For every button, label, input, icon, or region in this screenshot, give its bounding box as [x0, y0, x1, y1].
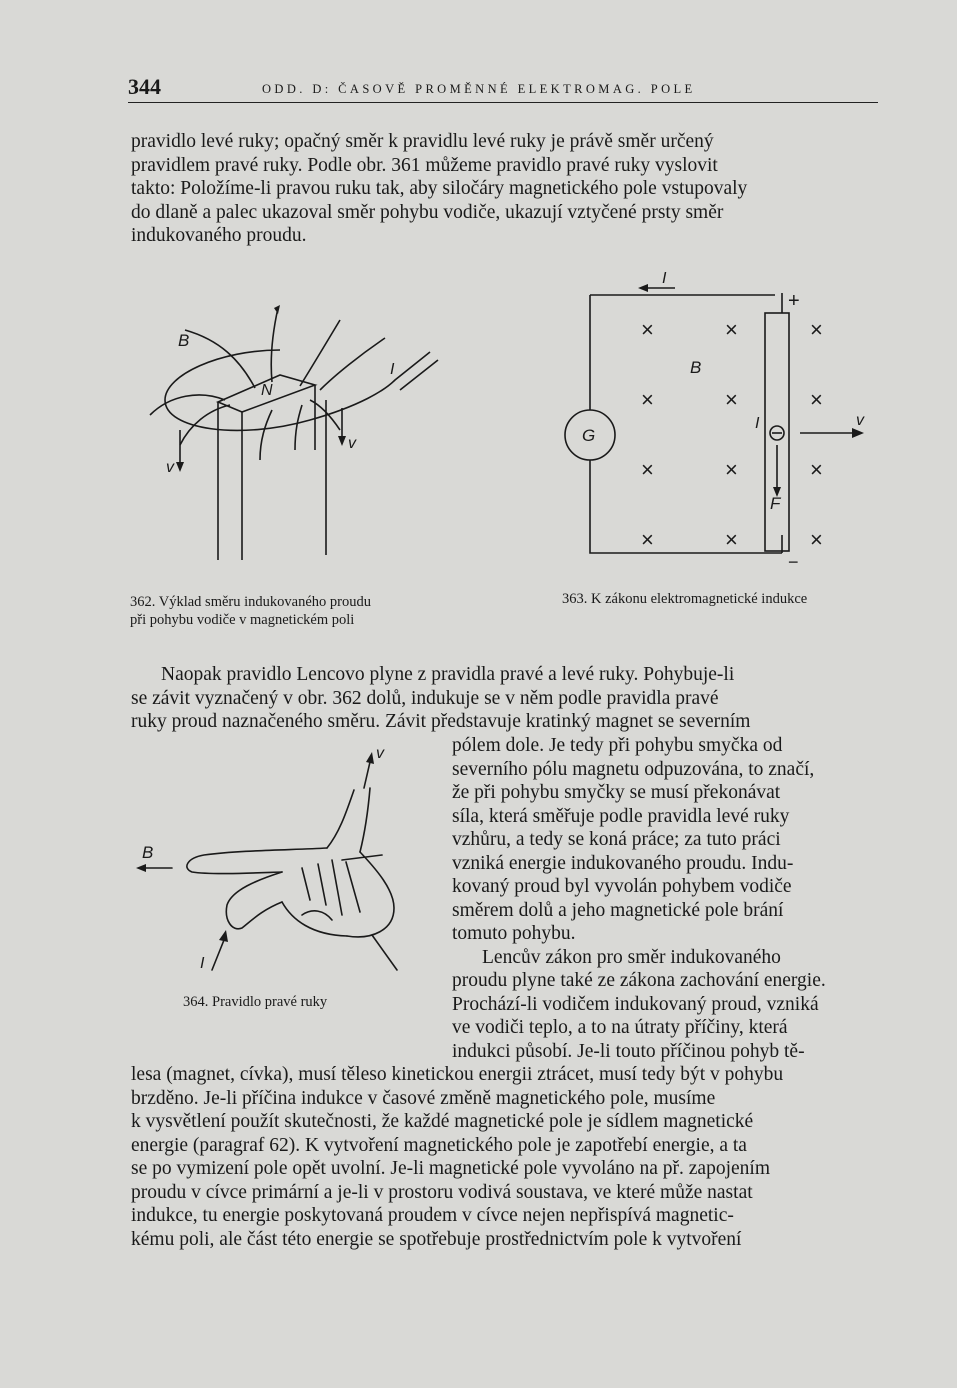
bottom-paragraph: [131, 1063, 881, 1251]
label-n: N: [261, 382, 273, 399]
label-i-mid: I: [755, 415, 760, 432]
text-line: vzhůru, a tedy se koná práce; za tuto práci: [452, 829, 781, 850]
label-v: v: [856, 412, 864, 429]
label-v-right: v: [348, 435, 356, 452]
figure-363-caption: 363. K zákonu elektromagnetické indukce: [562, 591, 808, 607]
text-line: kému poli, ale část této energie se spotřebuje prostřednictvím pole k vytvoření: [131, 1228, 742, 1250]
cross: ×: [810, 527, 823, 552]
cross: ×: [725, 387, 738, 412]
page-header: [128, 72, 878, 103]
figure-362-caption: [130, 593, 371, 629]
lenz-paragraph: [131, 663, 881, 734]
text-line: takto: Položíme-li pravou ruku tak, aby siločáry magnetického pole vstupovaly: [131, 178, 748, 199]
label-b: B: [178, 331, 190, 350]
text-line: proudu v cívce primární a je-li v prostoru vodivá soustava, ve které může nastat: [131, 1181, 753, 1203]
label-v: v: [376, 745, 384, 762]
text-line: ve vodiči teplo, a to na útraty příčiny, která: [452, 1017, 788, 1038]
label-b: B: [690, 358, 702, 377]
text-line: brzděno. Je-li příčina indukce v časové změně magnetického pole, musíme: [131, 1087, 716, 1109]
text-line: energie (paragraf 62). K vytvoření magnetického pole je zapotřebí energie, a ta: [131, 1134, 747, 1156]
text-line: Lencův zákon pro směr indukovaného: [482, 946, 781, 968]
caption-line: 362. Výklad směru indukovaného proudu: [130, 594, 371, 610]
label-b: B: [142, 843, 154, 862]
cross: ×: [725, 457, 738, 482]
label-minus: −: [788, 552, 799, 572]
text-line: proudu plyne také ze zákona zachování energie.: [452, 970, 826, 991]
label-i-top: I: [662, 270, 667, 287]
text-line: k vysvětlení použít skutečnosti, že každé magnetické pole je sídlem magnetické: [131, 1111, 754, 1132]
cross: ×: [641, 527, 654, 552]
cross: ×: [810, 457, 823, 482]
cross: ×: [641, 387, 654, 412]
page-number: 344: [128, 74, 161, 99]
text-line: tomuto pohybu.: [452, 923, 576, 944]
cross: ×: [725, 527, 738, 552]
figure-363: [550, 265, 870, 575]
figure-364: [132, 740, 432, 990]
label-f: F: [770, 494, 781, 513]
caption-line: při pohybu vodiče v magnetickém poli: [130, 612, 355, 628]
field-crosses: [641, 317, 823, 552]
label-g: G: [582, 426, 596, 445]
label-i: I: [390, 361, 395, 378]
text-line: severního pólu magnetu odpuzována, to značí,: [452, 758, 815, 780]
running-title: ODD. D: ČASOVĚ PROMĚNNÉ ELEKTROMAG. POLE: [262, 82, 696, 96]
label-i: I: [200, 955, 205, 972]
text-line: Prochází-li vodičem indukovaný proud, vzniká: [452, 993, 819, 1015]
text-line: kovaný proud byl vyvolán pohybem vodiče: [452, 876, 792, 897]
text-line: pólem dole. Je tedy při pohybu smyčka od: [452, 735, 783, 756]
text-line: indukce, tu energie poskytovaná proudem v cívce nejen nepřispívá magnetic-: [131, 1205, 734, 1226]
text-line: lesa (magnet, cívka), musí těleso kinetickou energii ztrácet, musí tedy být v pohybu: [131, 1064, 784, 1085]
label-v-left: v: [166, 459, 174, 476]
cross: ×: [810, 317, 823, 342]
figure-362: [130, 290, 460, 570]
text-line: ruky proud naznačeného směru. Závit představuje kratinký magnet se severním: [131, 711, 751, 732]
text-line: vzniká energie indukovaného proudu. Indu-: [452, 852, 794, 874]
text-line: síla, která směřuje podle pravidla levé ruky: [452, 805, 790, 827]
text-line: že při pohybu smyčky se musí překonávat: [452, 782, 781, 803]
text-line: indukci působí. Je-li touto příčinou pohyb tě-: [452, 1040, 805, 1062]
side-column-text: [452, 734, 882, 1063]
text-line: se závit vyznačený v obr. 362 dolů, indukuje se v něm podle pravidla pravé: [131, 687, 719, 709]
text-line: pravidlem pravé ruky. Podle obr. 361 můžeme pravidlo pravé ruky vyslovit: [131, 154, 718, 176]
text-line: Naopak pravidlo Lencovo plyne z pravidla pravé a levé ruky. Pohybuje-li: [161, 664, 735, 685]
text-line: do dlaně a palec ukazoval směr pohybu vodiče, ukazují vztyčené prsty směr: [131, 201, 724, 223]
cross: ×: [725, 317, 738, 342]
cross: ×: [810, 387, 823, 412]
label-plus: +: [788, 290, 800, 312]
figure-364-caption: 364. Pravidlo pravé ruky: [183, 994, 328, 1010]
text-line: indukovaného proudu.: [131, 225, 307, 246]
text-line: se po vymizení pole opět uvolní. Je-li magnetické pole vyvoláno na př. zapojením: [131, 1158, 770, 1179]
intro-paragraph: [131, 130, 881, 248]
text-line: pravidlo levé ruky; opačný směr k pravidlu levé ruky je právě směr určený: [131, 131, 714, 152]
cross: ×: [641, 457, 654, 482]
cross: ×: [641, 317, 654, 342]
text-line: směrem dolů a jeho magnetické pole brání: [452, 899, 784, 921]
